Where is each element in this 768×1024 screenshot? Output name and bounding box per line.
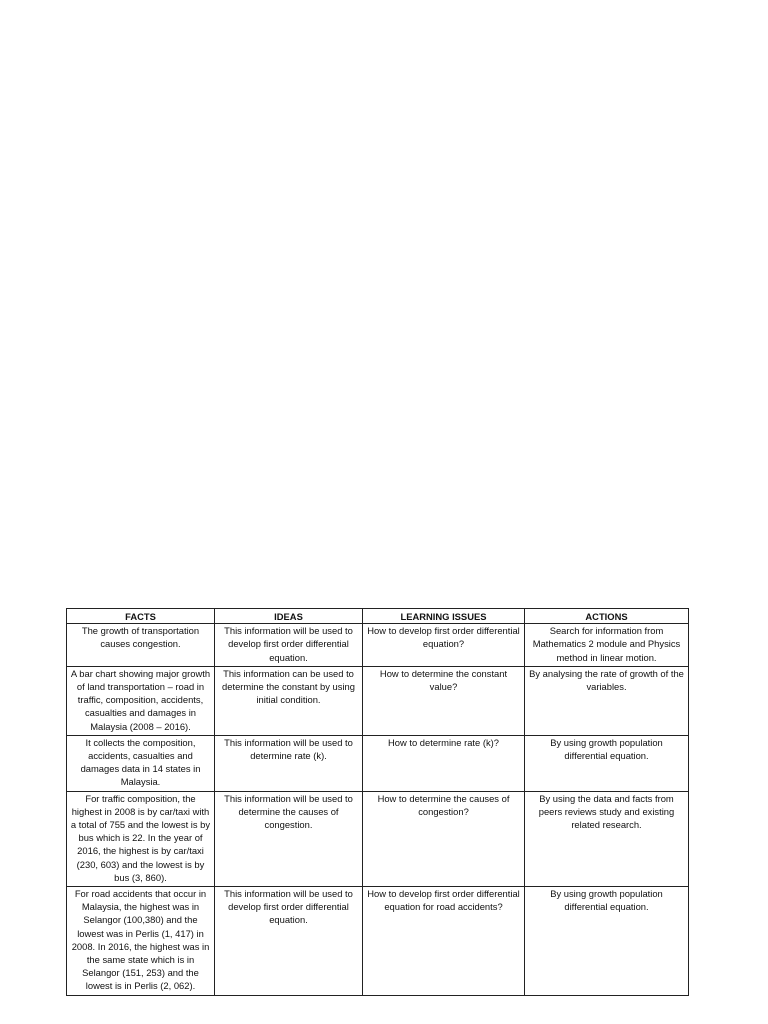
cell-actions: Search for information from Mathematics 2 module and Physics method in linear motion. bbox=[525, 624, 689, 667]
cell-facts: It collects the composition, accidents, casualties and damages data in 14 states in Malaysia. bbox=[67, 735, 215, 791]
header-ideas: IDEAS bbox=[215, 609, 363, 624]
cell-facts: The growth of transportation causes congestion. bbox=[67, 624, 215, 667]
cell-facts: For traffic composition, the highest in 2008 is by car/taxi with a total of 755 and the lowest is by bus which is 22. In the year of 2016, the highest is by car/taxi (230, 603) and the lowest is by bus (3, 860). bbox=[67, 791, 215, 886]
cell-facts: A bar chart showing major growth of land transportation – road in traffic, composition, accidents, casualties and damages in Malaysia (2008 – 2016). bbox=[67, 666, 215, 735]
pbl-table bbox=[66, 608, 689, 996]
cell-ideas: This information will be used to determine rate (k). bbox=[215, 735, 363, 791]
cell-learning-issues: How to determine the causes of congestion? bbox=[363, 791, 525, 886]
header-learning-issues: LEARNING ISSUES bbox=[363, 609, 525, 624]
cell-learning-issues: How to determine rate (k)? bbox=[363, 735, 525, 791]
cell-ideas: This information will be used to determine the causes of congestion. bbox=[215, 791, 363, 886]
cell-actions: By using growth population differential equation. bbox=[525, 887, 689, 996]
cell-learning-issues: How to develop first order differential equation for road accidents? bbox=[363, 887, 525, 996]
cell-ideas: This information can be used to determine the constant by using initial condition. bbox=[215, 666, 363, 735]
table-row bbox=[67, 735, 689, 791]
cell-actions: By analysing the rate of growth of the variables. bbox=[525, 666, 689, 735]
cell-learning-issues: How to determine the constant value? bbox=[363, 666, 525, 735]
table-row bbox=[67, 791, 689, 886]
cell-facts: For road accidents that occur in Malaysia, the highest was in Selangor (100,380) and the lowest was in Perlis (1, 417) in 2008. In 2016, the highest was in the same state which is in Selangor (151, 253) and the lowest is in Perlis (2, 062). bbox=[67, 887, 215, 996]
cell-actions: By using the data and facts from peers reviews study and existing related research. bbox=[525, 791, 689, 886]
cell-ideas: This information will be used to develop first order differential equation. bbox=[215, 624, 363, 667]
table-row bbox=[67, 624, 689, 667]
header-facts: FACTS bbox=[67, 609, 215, 624]
cell-ideas: This information will be used to develop first order differential equation. bbox=[215, 887, 363, 996]
table-header-row bbox=[67, 609, 689, 624]
header-actions: ACTIONS bbox=[525, 609, 689, 624]
table-row bbox=[67, 887, 689, 996]
cell-learning-issues: How to develop first order differential equation? bbox=[363, 624, 525, 667]
table-row bbox=[67, 666, 689, 735]
cell-actions: By using growth population differential equation. bbox=[525, 735, 689, 791]
